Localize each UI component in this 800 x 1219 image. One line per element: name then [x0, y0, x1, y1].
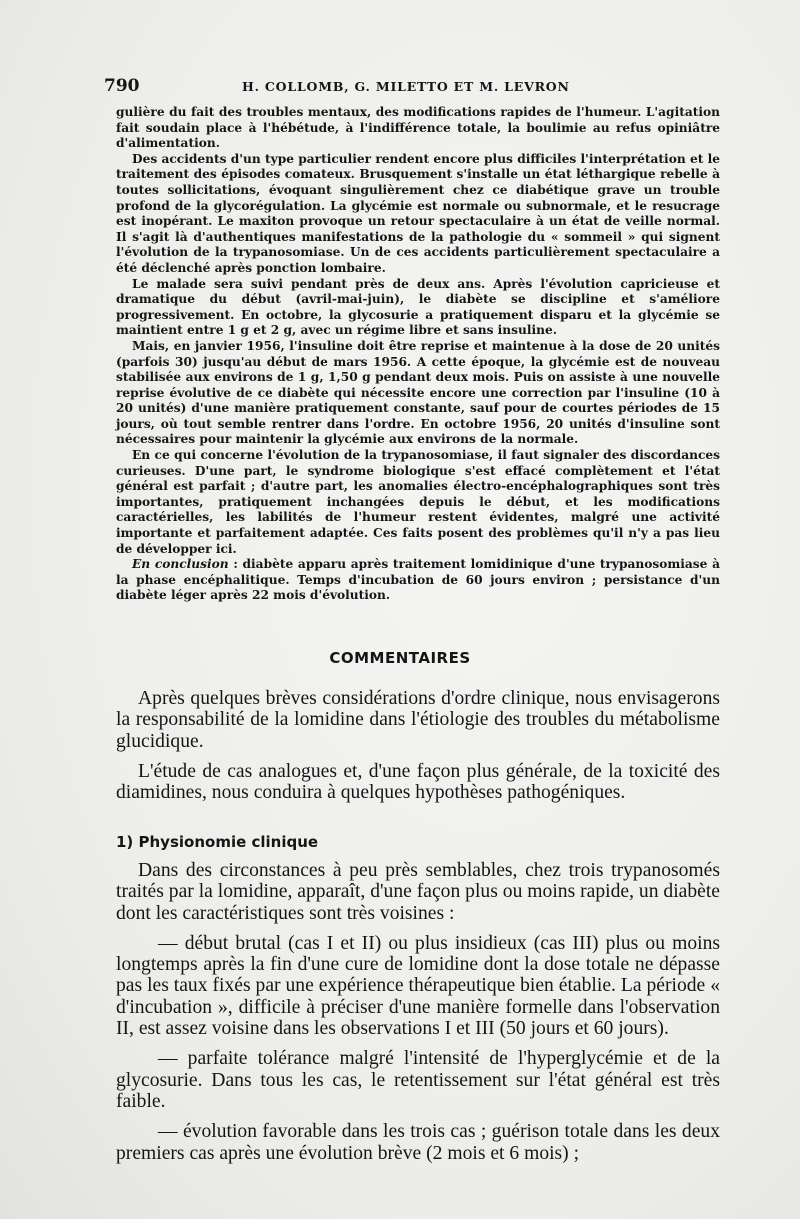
physionomie-text — [116, 860, 720, 1164]
paragraph: Le malade sera suivi pendant près de deux ans. Après l'évolution capricieuse et dramatique du début (avril-mai-juin), le diabète se discipline et s'améliore progressivement. En octobre, la glycosurie a pratiquement disparu et la glycémie se maintient entre 1 g et 2 g, avec un régime libre et sans insuline. — [116, 276, 720, 338]
page-header — [104, 76, 724, 98]
paragraph: L'étude de cas analogues et, d'une façon plus générale, de la toxicité des diamidines, nous conduira à quelques hypothèses pathogéniques. — [116, 760, 720, 804]
conclusion-text: : diabète apparu après traitement lomidinique d'une trypanosomiase à la phase encéphalitique. Temps d'incubation de 60 jours environ ; persistance d'un diabète léger après 22 mois d'évolution. — [116, 557, 721, 603]
case-report-text — [116, 105, 720, 604]
paragraph: En ce qui concerne l'évolution de la trypanosomiase, il faut signaler des discordances curieuses. D'une part, le syndrome biologique s'est effacé complètement et l'état général est parfait ; d'autre part, les anomalies électro-encéphalographiques sont très importantes, pratiquement inchangées depuis le début, et les modifications caractérielles, les labilités de l'humeur restent évidentes, malgré une activité importante et parfaitement adaptée. Ces faits posent des problèmes qu'il n'y a pas lieu de développer ici. — [116, 448, 720, 556]
paragraph: Dans des circonstances à peu près semblables, chez trois trypanosomés traités par la lomidine, apparaît, d'une façon plus ou moins rapide, un diabète dont les caractéristiques sont très voisines : — [116, 860, 720, 924]
paragraph: Mais, en janvier 1956, l'insuline doit être reprise et maintenue à la dose de 20 unités (parfois 30) jusqu'au début de mars 1956. A cette époque, la glycémie est de nouveau stabilisée aux environs de 1 g, 1,50 g pendant deux mois. Puis on assiste à une nouvelle reprise évolutive de ce diabète qui nécessite encore une correction par l'insuline (10 à 20 unités) d'une manière pratiquement constante, sauf pour de courtes périodes de 15 jours, où tout semble rentrer dans l'ordre. En octobre 1956, 20 unités d'insuline sont nécessaires pour maintenir la glycémie aux environs de la normale. — [116, 338, 720, 447]
conclusion-label: En conclusion — [132, 557, 229, 572]
section-title: COMMENTAIRES — [329, 649, 471, 667]
page-number: 790 — [104, 76, 140, 96]
paragraph: gulière du fait des troubles mentaux, des modifications rapides de l'humeur. L'agitation fait soudain place à l'hébétude, à l'indifférence totale, la boulimie au refus opiniâtre d'alimentation. — [116, 105, 720, 151]
list-item: — évolution favorable dans les trois cas ; guérison totale dans les deux premiers cas après une évolution brève (2 mois et 6 mois) ; — [116, 1121, 720, 1164]
subsection-title: 1) Physionomie clinique — [116, 833, 319, 851]
paragraph: Des accidents d'un type particulier rendent encore plus difficiles l'interprétation et le traitement des épisodes comateux. Brusquement s'installe un état léthargique rebelle à toutes sollicitations, évoquant singulièrement chez ce diabétique grave un trouble profond de la glycorégulation. La glycémie est normale ou subnormale, et le resucrage est inopérant. Le maxiton provoque un retour spectaculaire à un état de veille normal. Il s'agit là d'authentiques manifestations de la pathologie du « sommeil » qui signent l'évolution de la trypanosomiase. Un de ces accidents particulièrement spectaculaire a été déclenché après ponction lombaire. — [116, 151, 720, 275]
running-title: H. COLLOMB, G. MILETTO ET M. LEVRON — [242, 79, 570, 94]
paragraph: Après quelques brèves considérations d'ordre clinique, nous envisagerons la responsabilité de la lomidine dans l'étiologie des troubles du métabolisme glucidique. — [116, 688, 720, 752]
commentaires-text — [116, 688, 720, 803]
conclusion-paragraph — [116, 557, 720, 604]
list-item: — parfaite tolérance malgré l'intensité de l'hyperglycémie et de la glycosurie. Dans tous les cas, le retentissement sur l'état général est très faible. — [116, 1048, 720, 1112]
list-item: — début brutal (cas I et II) ou plus insidieux (cas III) plus ou moins longtemps après la fin d'une cure de lomidine dont la dose totale ne dépasse pas les taux fixés par une expérience thérapeutique bien établie. La période « d'incubation », difficile à préciser d'une manière formelle dans l'observation II, est assez voisine dans les observations I et III (50 jours et 60 jours). — [116, 932, 720, 1040]
